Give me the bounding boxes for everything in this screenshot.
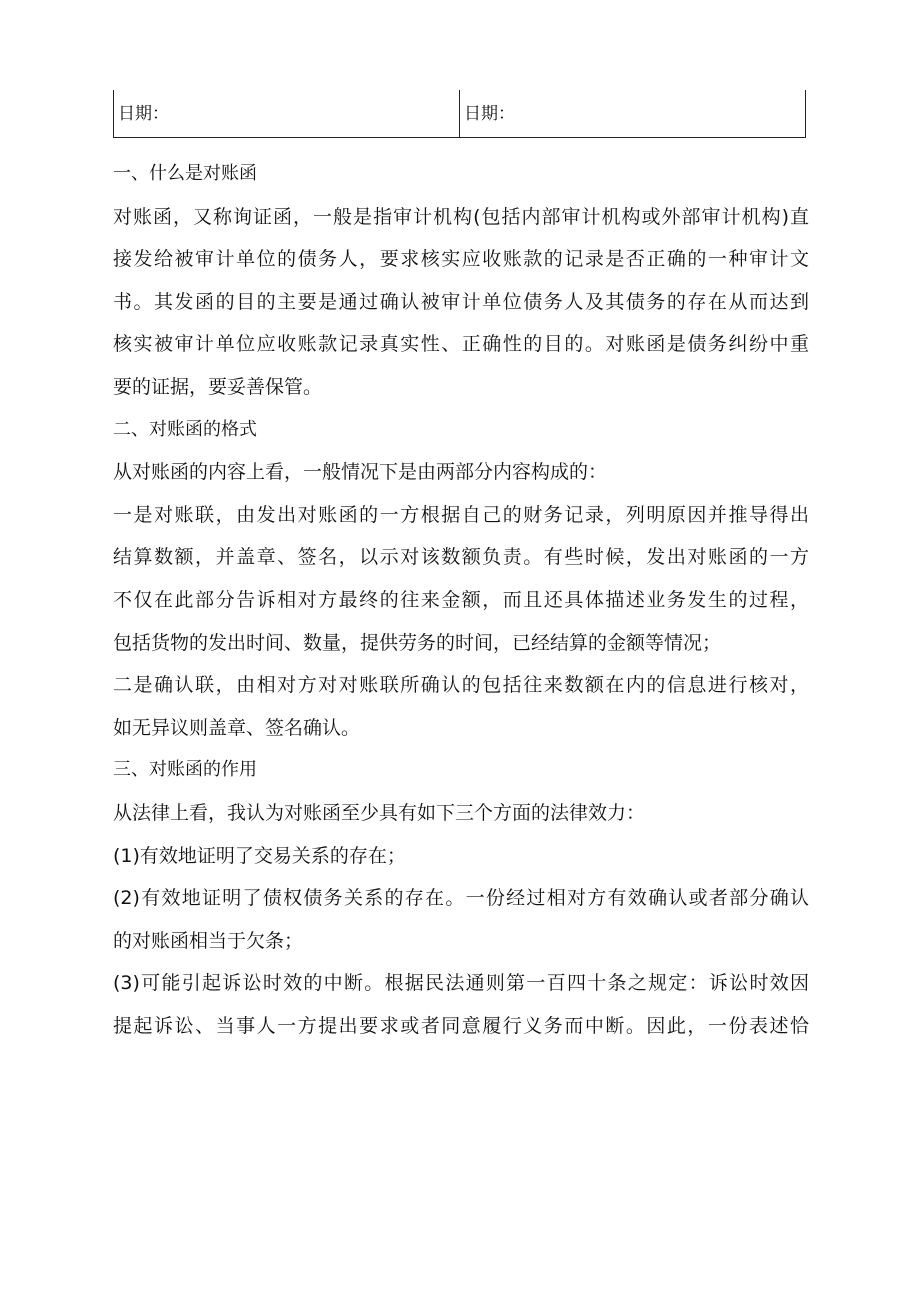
text-line: 核实被审计单位应收账款记录真实性、正确性的目的。对账函是债务纠纷中重	[113, 333, 809, 356]
document-body	[113, 153, 809, 1047]
text-line: 要的证据，要妥善保管。	[113, 375, 323, 398]
text-line: 的对账函相当于欠条；	[113, 929, 304, 952]
text-line: 二是确认联，由相对方对对账联所确认的包括往来数额在内的信息进行核对，	[113, 674, 809, 697]
text-line: 如无异议则盖章、签名确认。	[113, 716, 361, 739]
list-item-2: (2)有效地证明了债权债务关系的存在。一份经过相对方有效确认或者部分确认	[113, 887, 809, 910]
section-heading-2: 二、对账函的格式	[113, 418, 257, 440]
date-cell-left	[114, 90, 459, 137]
section-heading-3: 三、对账函的作用	[113, 759, 257, 781]
text-line: 提起诉讼、当事人一方提出要求或者同意履行义务而中断。因此，一份表述恰	[113, 1014, 809, 1037]
text-line: 书。其发函的目的主要是通过确认被审计单位债务人及其债务的存在从而达到	[113, 290, 809, 313]
text-line: 接发给被审计单位的债务人，要求核实应收账款的记录是否正确的一种审计文	[113, 248, 809, 271]
date-table	[113, 90, 806, 138]
text-line: 从对账函的内容上看，一般情况下是由两部分内容构成的：	[113, 461, 608, 484]
text-line: 不仅在此部分告诉相对方最终的往来金额，而且还具体描述业务发生的过程，	[113, 588, 809, 611]
text-line: 包括货物的发出时间、数量，提供劳务的时间，已经结算的金额等情况；	[113, 631, 722, 654]
section-heading-1: 一、什么是对账函	[113, 163, 257, 184]
date-label-left: 日期：	[118, 104, 169, 124]
date-cell-right	[459, 90, 805, 137]
text-line: 结算数额，并盖章、签名，以示对该数额负责。有些时候，发出对账函的一方	[113, 546, 809, 569]
date-label-right: 日期：	[464, 104, 515, 124]
text-line: 一是对账联，由发出对账函的一方根据自己的财务记录，列明原因并推导得出	[113, 503, 809, 526]
list-item-1: (1)有效地证明了交易关系的存在；	[113, 844, 406, 867]
list-item-3: (3)可能引起诉讼时效的中断。根据民法通则第一百四十条之规定：诉讼时效因	[113, 972, 809, 995]
text-line: 从法律上看，我认为对账函至少具有如下三个方面的法律效力：	[113, 801, 646, 824]
text-line: 对账函，又称询证函，一般是指审计机构(包括内部审计机构或外部审计机构)直	[113, 205, 809, 228]
